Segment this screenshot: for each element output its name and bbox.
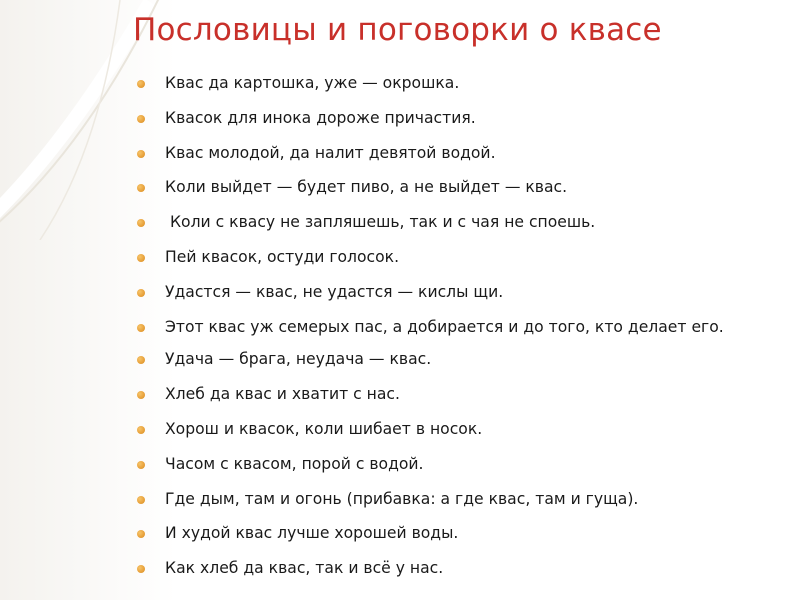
list-item — [134, 417, 774, 443]
slide-title: Пословицы и поговорки о квасе — [133, 12, 662, 48]
proverb-text: Коли выйдет — будет пиво, а не выйдет — квас. — [165, 178, 568, 197]
bullet-icon — [137, 391, 145, 399]
list-item — [134, 521, 774, 547]
list-item — [134, 347, 774, 373]
list-item — [134, 280, 774, 306]
proverb-text: Хорош и квасок, коли шибает в носок. — [165, 419, 483, 438]
bullet-icon — [137, 324, 145, 332]
bullet-icon — [137, 115, 145, 123]
proverb-text: Удастся — квас, не удастся — кислы щи. — [165, 282, 504, 301]
proverb-text: Пей квасок, остуди голосок. — [165, 247, 400, 266]
proverb-text: Удача — брага, неудача — квас. — [165, 350, 432, 369]
list-item — [134, 382, 774, 408]
bullet-icon — [137, 461, 145, 469]
list-item — [134, 175, 774, 201]
bullet-icon — [137, 80, 145, 88]
proverb-text: Квасок для инока дороже причастия. — [165, 108, 476, 127]
bullet-icon — [137, 184, 145, 192]
list-item — [134, 452, 774, 478]
bullet-icon — [137, 530, 145, 538]
proverb-text: Часом с квасом, порой с водой. — [165, 454, 424, 473]
proverb-text: Хлеб да квас и хватит с нас. — [165, 385, 400, 404]
proverb-text: И худой квас лучше хорошей воды. — [165, 524, 459, 543]
list-item — [134, 141, 774, 167]
bullet-icon — [137, 426, 145, 434]
list-item — [134, 315, 774, 341]
proverb-text: Коли с квасу не запляшешь, так и с чая не споешь. — [165, 213, 596, 232]
bullet-icon — [137, 254, 145, 262]
bullet-icon — [137, 565, 145, 573]
proverb-text: Где дым, там и огонь (прибавка: а где квас, там и гуща). — [165, 489, 639, 508]
list-item — [134, 245, 774, 271]
proverb-text: Квас молодой, да налит девятой водой. — [165, 143, 496, 162]
list-item — [134, 210, 774, 236]
bullet-icon — [137, 150, 145, 158]
bullet-icon — [137, 289, 145, 297]
proverb-list — [134, 71, 774, 591]
bullet-icon — [137, 356, 145, 364]
proverb-text: Как хлеб да квас, так и всё у нас. — [165, 559, 444, 578]
bullet-icon — [137, 496, 145, 504]
list-item — [134, 487, 774, 513]
bullet-icon — [137, 219, 145, 227]
list-item — [134, 106, 774, 132]
list-item — [134, 556, 774, 582]
proverb-text: Этот квас уж семерых пас, а добирается и до того, кто делает его. — [165, 317, 724, 336]
list-item — [134, 71, 774, 97]
proverb-text: Квас да картошка, уже — окрошка. — [165, 74, 460, 92]
